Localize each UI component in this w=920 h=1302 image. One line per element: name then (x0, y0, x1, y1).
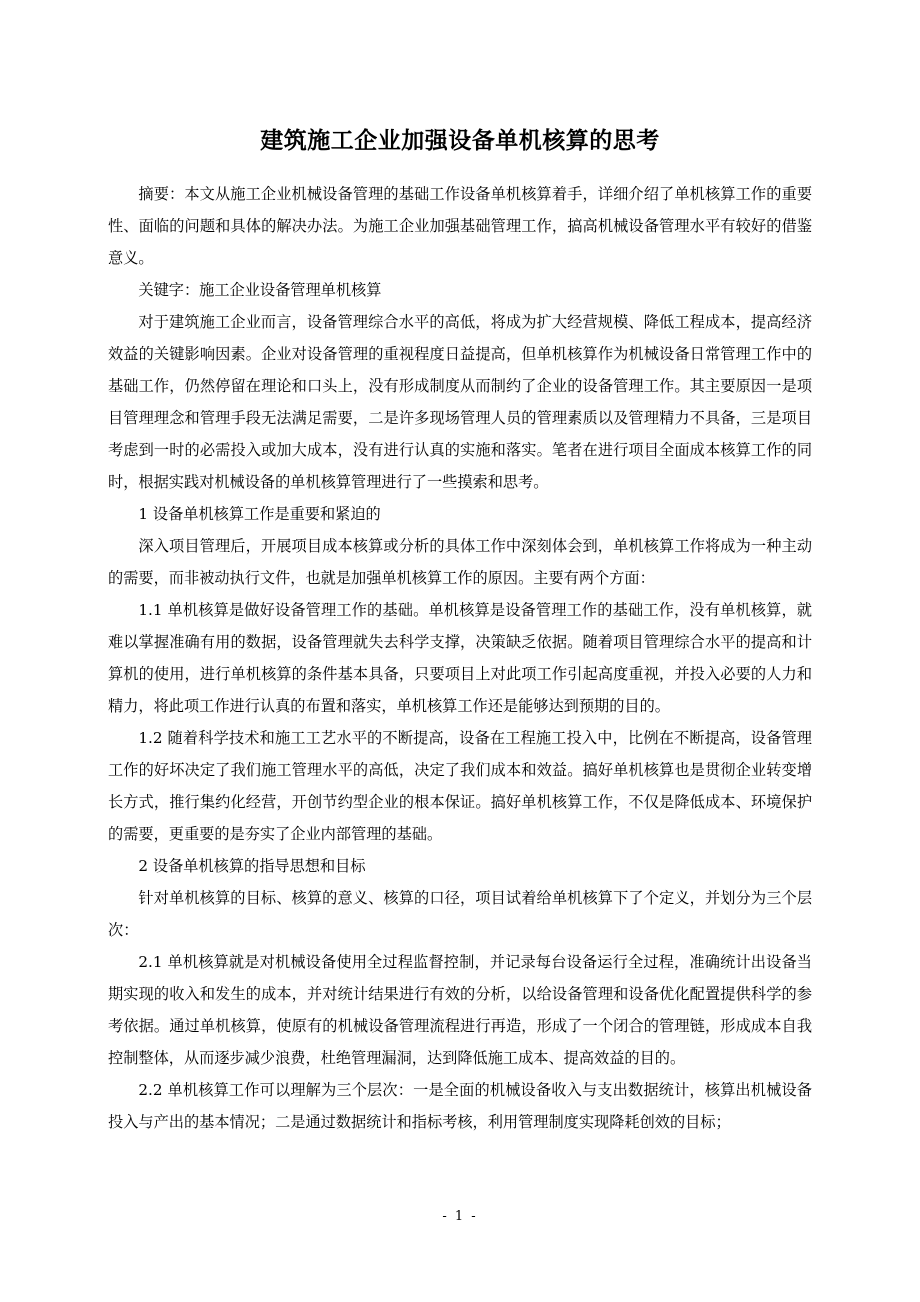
section-1-paragraph: 深入项目管理后，开展项目成本核算或分析的具体工作中深刻体会到，单机核算工作将成为一种主动的需要，而非被动执行文件，也就是加强单机核算工作的原因。主要有两个方面： (108, 537, 812, 587)
keywords-paragraph: 关键字：施工企业设备管理单机核算 (138, 281, 382, 299)
section-1-1-paragraph: 1.1 单机核算是做好设备管理工作的基础。单机核算是设备管理工作的基础工作，没有单机核算，就难以掌握准确有用的数据，设备管理就失去科学支撑，决策缺乏依据。随着项目管理综合水平的提高和计算机的使用，进行单机核算的条件基本具备，只要项目上对此项工作引起高度重视，并投入必要的人力和精力，将此项工作进行认真的布置和落实，单机核算工作还是能够达到预期的目的。 (108, 601, 812, 715)
intro-paragraph: 对于建筑施工企业而言，设备管理综合水平的高低，将成为扩大经营规模、降低工程成本，提高经济效益的关键影响因素。企业对设备管理的重视程度日益提高，但单机核算作为机械设备日常管理工作中的基础工作，仍然停留在理论和口头上，没有形成制度从而制约了企业的设备管理工作。其主要原因一是项目管理理念和管理手段无法满足需要，二是许多现场管理人员的管理素质以及管理精力不具备，三是项目考虑到一时的必需投入或加大成本，没有进行认真的实施和落实。笔者在进行项目全面成本核算工作的同时，根据实践对机械设备的单机核算管理进行了一些摸索和思考。 (108, 313, 812, 491)
section-2-1-paragraph: 2.1 单机核算就是对机械设备使用全过程监督控制，并记录每台设备运行全过程，准确统计出设备当期实现的收入和发生的成本，并对统计结果进行有效的分析，以给设备管理和设备优化配置提供科学的参考依据。通过单机核算，使原有的机械设备管理流程进行再造，形成了一个闭合的管理链，形成成本自我控制整体，从而逐步减少浪费，杜绝管理漏洞，达到降低施工成本、提高效益的目的。 (108, 953, 812, 1067)
abstract-paragraph: 摘要：本文从施工企业机械设备管理的基础工作设备单机核算着手，详细介绍了单机核算工作的重要性、面临的问题和具体的解决办法。为施工企业加强基础管理工作，搞高机械设备管理水平有较好的借鉴意义。 (108, 185, 812, 267)
page-number: - 1 - (442, 1209, 478, 1224)
section-2-2-paragraph: 2.2 单机核算工作可以理解为三个层次：一是全面的机械设备收入与支出数据统计，核算出机械设备投入与产出的基本情况；二是通过数据统计和指标考核，利用管理制度实现降耗创效的目标； (108, 1081, 812, 1131)
section-1-2-paragraph: 1.2 随着科学技术和施工工艺水平的不断提高，设备在工程施工投入中，比例在不断提高，设备管理工作的好坏决定了我们施工管理水平的高低，决定了我们成本和效益。搞好单机核算也是贯彻企业转变增长方式，推行集约化经营，开创节约型企业的根本保证。搞好单机核算工作，不仅是降低成本、环境保护的需要，更重要的是夯实了企业内部管理的基础。 (108, 729, 812, 843)
document-body (108, 178, 812, 1138)
section-heading-2: 2 设备单机核算的指导思想和目标 (138, 857, 366, 875)
document-title: 建筑施工企业加强设备单机核算的思考 (260, 128, 660, 154)
section-2-paragraph: 针对单机核算的目标、核算的意义、核算的口径，项目试着给单机核算下了个定义，并划分为三个层次： (108, 889, 812, 939)
section-heading-1: 1 设备单机核算工作是重要和紧迫的 (138, 505, 381, 523)
